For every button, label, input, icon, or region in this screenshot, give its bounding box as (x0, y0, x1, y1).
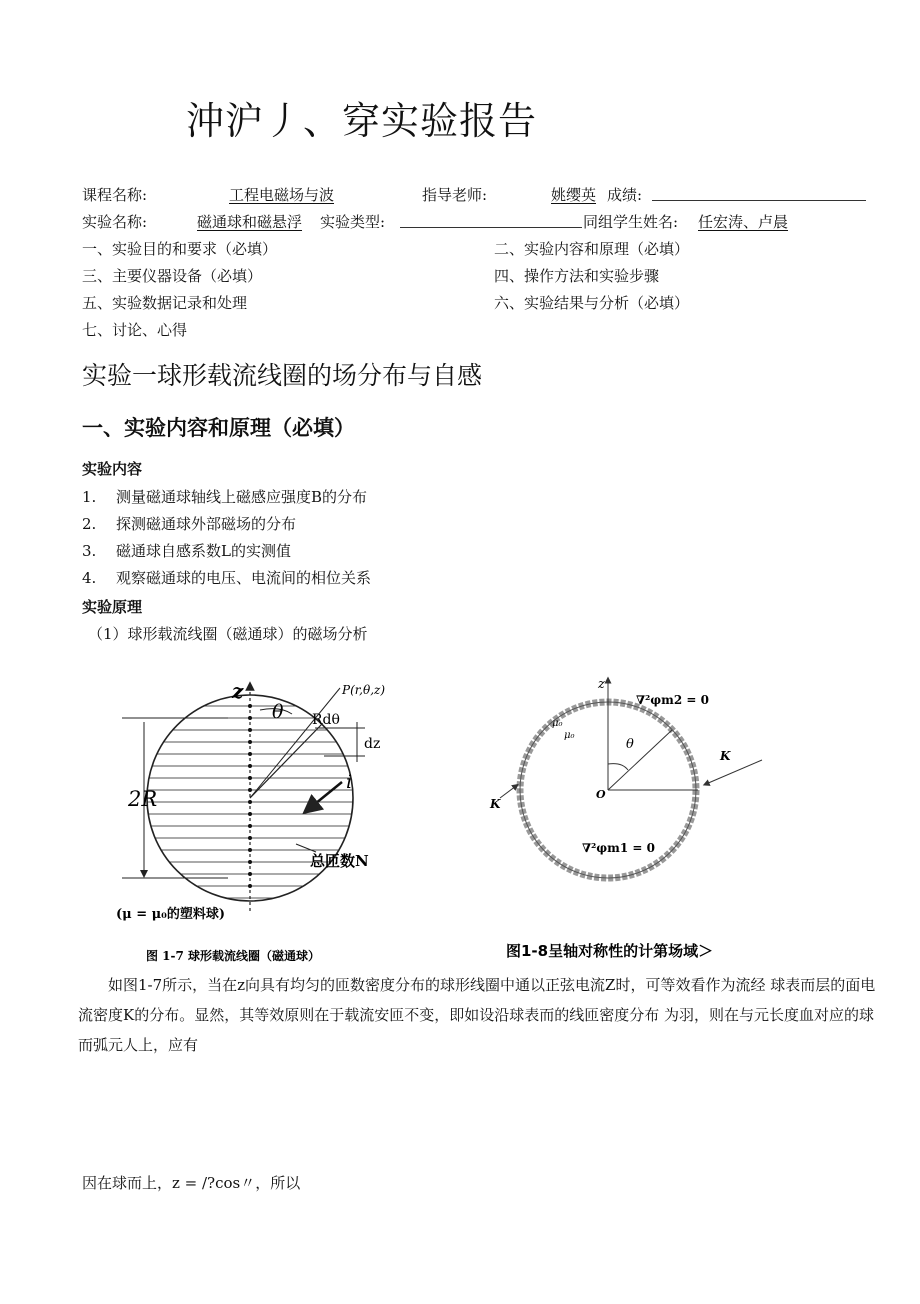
list-text: 探测磁通球外部磁场的分布 (116, 515, 297, 533)
exp-name-label: 实验名称: (82, 213, 148, 231)
z-label: z (598, 677, 605, 692)
principle-heading: 实验原理 (82, 598, 143, 616)
origin-label: O (596, 788, 606, 801)
partner-label: 同组学生姓名: (583, 213, 679, 231)
section-item: 四、操作方法和实验步骤 (494, 267, 660, 285)
mu-label: μ₀ (564, 730, 575, 741)
principle-sub: （1）球形载流线圈（磁通球）的磁场分析 (88, 625, 368, 643)
course-label: 课程名称: (82, 186, 148, 204)
figure-1-8 (486, 668, 786, 968)
content-heading: 实验内容 (82, 460, 143, 478)
material-label: (μ = μ₀的塑料球) (116, 907, 225, 922)
section-item: 五、实验数据记录和处理 (82, 294, 248, 312)
k-label-right: K (720, 749, 731, 763)
fig1-caption: 图 1-7 球形载流线圈（磁通球） (146, 949, 321, 963)
bottom-equation: ∇²φm1 = 0 (582, 841, 655, 855)
list-number: 2. (82, 515, 97, 533)
score-blank[interactable] (652, 186, 866, 201)
experiment-title: 实验一球形载流线圈的场分布与自感 (82, 361, 483, 390)
top-equation: ∇²φm2 = 0 (636, 693, 709, 707)
rdtheta-label: Rdθ (312, 712, 340, 728)
section-item: 三、主要仪器设备（必填） (82, 267, 263, 285)
paragraph: 因在球而上，z = /?cos〃，所以 (82, 1174, 301, 1192)
exp-type-label: 实验类型: (320, 213, 386, 231)
theta-label: θ (272, 701, 284, 723)
teacher-label: 指导老师: (422, 186, 488, 204)
list-item (82, 540, 291, 561)
list-number: 3. (82, 542, 97, 560)
exp-type-blank[interactable] (400, 213, 582, 228)
section-item: 六、实验结果与分析（必填） (494, 294, 690, 312)
section-item: 二、实验内容和原理（必填） (494, 240, 690, 258)
section-item: 一、实验目的和要求（必填） (82, 240, 278, 258)
teacher-value: 姚缨英 (551, 186, 597, 204)
course-value: 工程电磁场与波 (229, 186, 335, 204)
list-number: 4. (82, 569, 97, 587)
list-text: 观察磁通球的电压、电流间的相位关系 (116, 569, 372, 587)
fig2-caption: 图1-8呈轴对称性的计第场域＞ (506, 942, 714, 960)
section-heading: 一、实验内容和原理（必填） (82, 416, 355, 440)
exp-name-value: 磁通球和磁悬浮 (197, 213, 303, 231)
list-number: 1. (82, 488, 97, 506)
paragraph: 如图1-7所示，当在z向具有均匀的匝数密度分布的球形线圈中通以正弦电流Z时，可等效看作为流经 球表而层的面电流密度K的分布。显然，其等效原则在于载流安匝不变，即如设沿球表而的线匝密度分布 为羽，则在与元长度血对应的球而弧元人上，应有 (78, 976, 876, 1054)
dz-label: dz (364, 736, 381, 752)
list-item (82, 567, 371, 588)
figure-1-7 (110, 676, 410, 966)
section-item: 七、讨论、心得 (82, 321, 188, 339)
list-text: 磁通球自感系数L的实测值 (116, 542, 291, 560)
radius-label: 2R (128, 787, 158, 811)
list-item (82, 486, 367, 507)
turns-label: 总匝数N (310, 852, 369, 870)
current-label: i (346, 771, 353, 793)
point-label: P(r,θ,z) (342, 683, 386, 697)
mu-label: μ₀ (552, 718, 563, 729)
z-label: z (232, 679, 244, 703)
score-label: 成绩: (607, 186, 643, 204)
partner-value: 任宏涛、卢晨 (698, 213, 789, 231)
theta-label: θ (626, 737, 634, 752)
list-item (82, 513, 296, 534)
list-text: 测量磁通球轴线上磁感应强度B的分布 (116, 488, 368, 506)
k-label-left: K (490, 797, 501, 811)
report-title: 沖沪丿、穿实验报告 (186, 99, 538, 143)
